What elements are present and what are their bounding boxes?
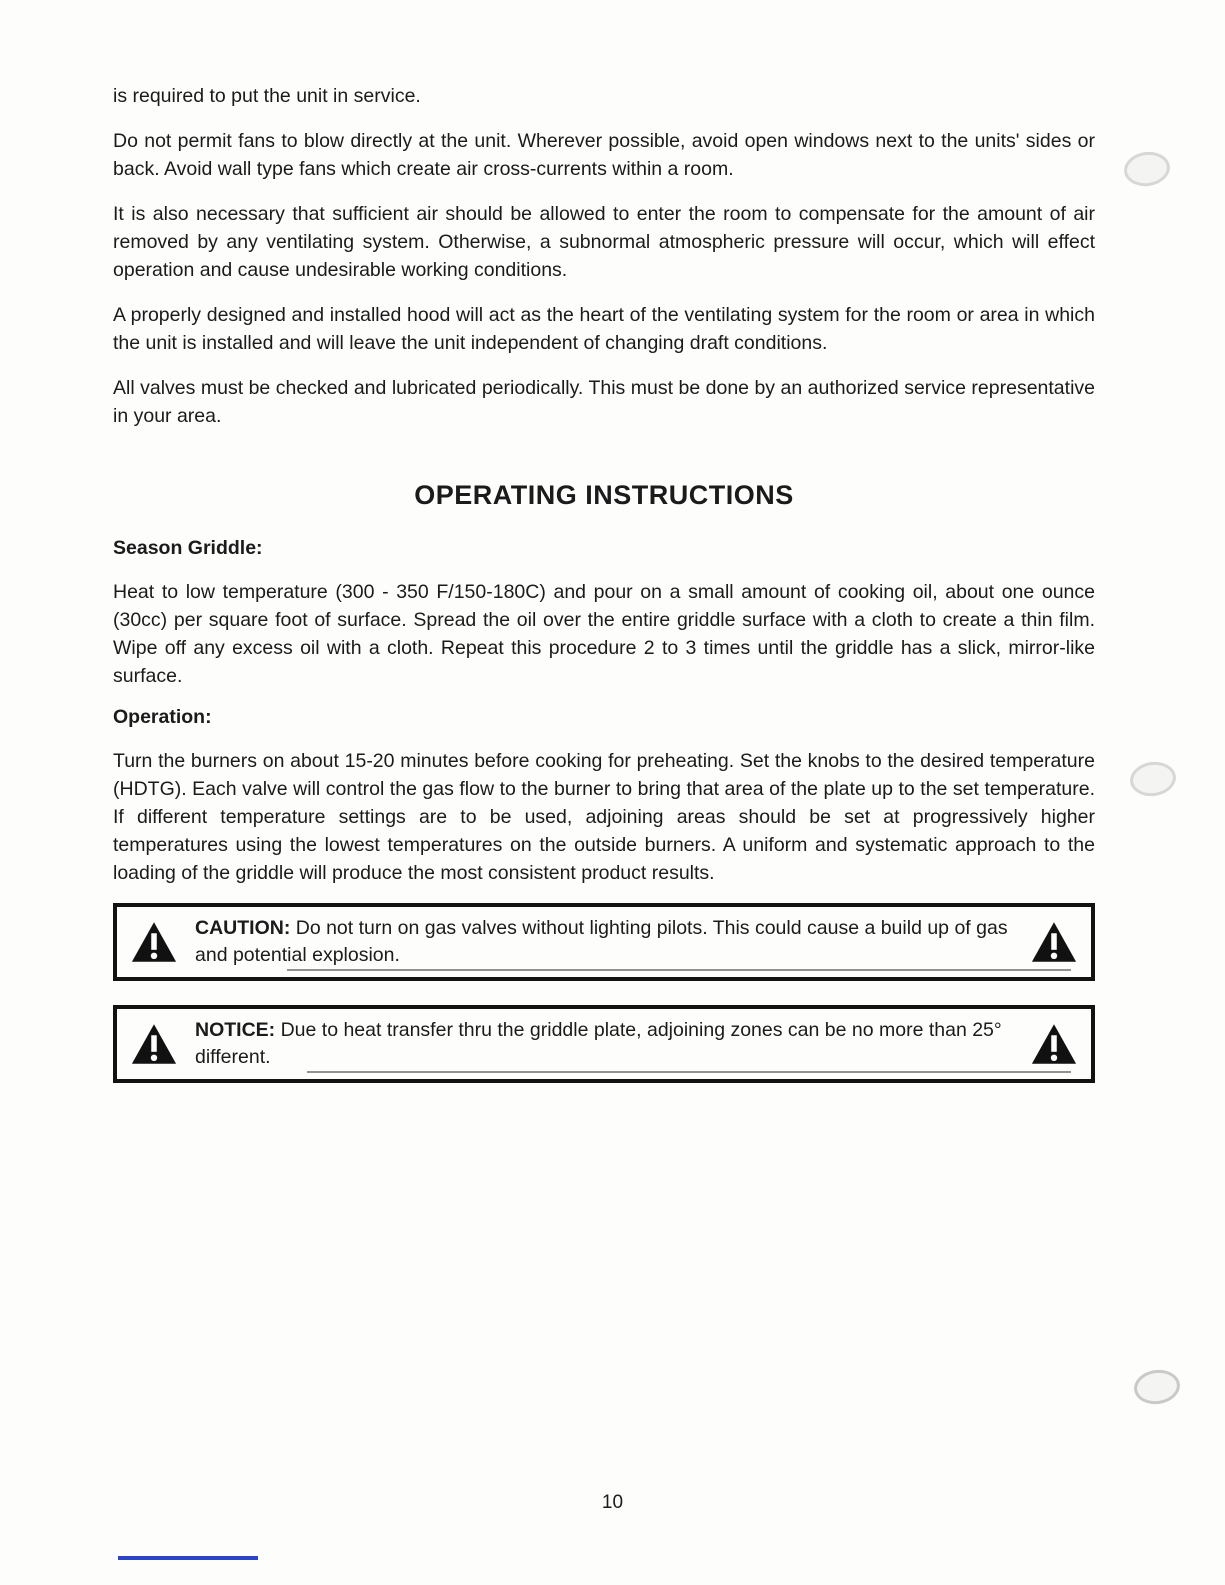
intro-paragraph-4: A properly designed and installed hood will act as the heart of the ventilating system for the room or area in which the unit is installed and will leave the unit independent of changing draft conditions. — [113, 304, 1095, 354]
intro-paragraph-2: Do not permit fans to blow directly at the unit. Wherever possible, avoid open windows next to the units' sides or back. Avoid wall type fans which create air cross-currents within a room. — [113, 130, 1095, 180]
section-body-season-griddle: Heat to low temperature (300 - 350 F/150-180C) and pour on a small amount of cooking oil, about one ounce (30cc) per square foot of surface. Spread the oil over the entire griddle surface with a cloth to create a thin film. Wipe off any excess oil with a cloth. Repeat this procedure 2 to 3 times until the griddle has a slick, mirror-like surface. — [113, 581, 1095, 687]
warning-triangle-icon — [131, 1023, 177, 1065]
page-number: 10 — [601, 1492, 624, 1513]
section-title-operation: Operation: — [113, 706, 212, 728]
caution-text — [195, 915, 1013, 969]
notice-box — [113, 1005, 1095, 1083]
page-content — [113, 82, 1095, 1107]
notice-body: Due to heat transfer thru the griddle plate, adjoining zones can be no more than 25° different. — [195, 1019, 1002, 1068]
notice-text — [195, 1017, 1013, 1071]
scan-artifact-punch-hole — [1132, 1367, 1182, 1407]
warning-triangle-icon — [131, 921, 177, 963]
scan-artifact-blue-line — [118, 1556, 258, 1560]
intro-paragraph-5: All valves must be checked and lubricated periodically. This must be done by an authorized service representative in your area. — [113, 377, 1095, 427]
section-body-operation: Turn the burners on about 15-20 minutes before cooking for preheating. Set the knobs to the desired temperature (HDTG). Each valve will control the gas flow to the burner to bring that area of the plate up to the set temperature. If different temperature settings are to be used, adjoining areas should be set at progressively higher temperatures using the lowest temperatures on the outside burners. A uniform and systematic approach to the loading of the griddle will produce the most consistent product results. — [113, 750, 1095, 884]
caution-label: CAUTION: — [195, 917, 291, 939]
notice-label: NOTICE: — [195, 1019, 276, 1041]
caution-body: Do not turn on gas valves without lighting pilots. This could cause a build up of gas and potential explosion. — [195, 917, 1008, 966]
intro-paragraph-1: is required to put the unit in service. — [113, 85, 421, 107]
page-title: OPERATING INSTRUCTIONS — [414, 480, 794, 510]
warning-triangle-icon — [1031, 1023, 1077, 1065]
scan-artifact-punch-hole — [1122, 149, 1172, 189]
scan-artifact-line — [287, 969, 1071, 971]
warning-triangle-icon — [1031, 921, 1077, 963]
section-title-season-griddle: Season Griddle: — [113, 537, 263, 559]
scan-artifact-line — [307, 1071, 1071, 1073]
caution-box — [113, 903, 1095, 981]
scan-artifact-punch-hole — [1128, 759, 1178, 799]
intro-paragraph-3: It is also necessary that sufficient air should be allowed to enter the room to compensate for the amount of air removed by any ventilating system. Otherwise, a subnormal atmospheric pressure will occur, which will effect operation and cause undesirable working conditions. — [113, 203, 1095, 281]
